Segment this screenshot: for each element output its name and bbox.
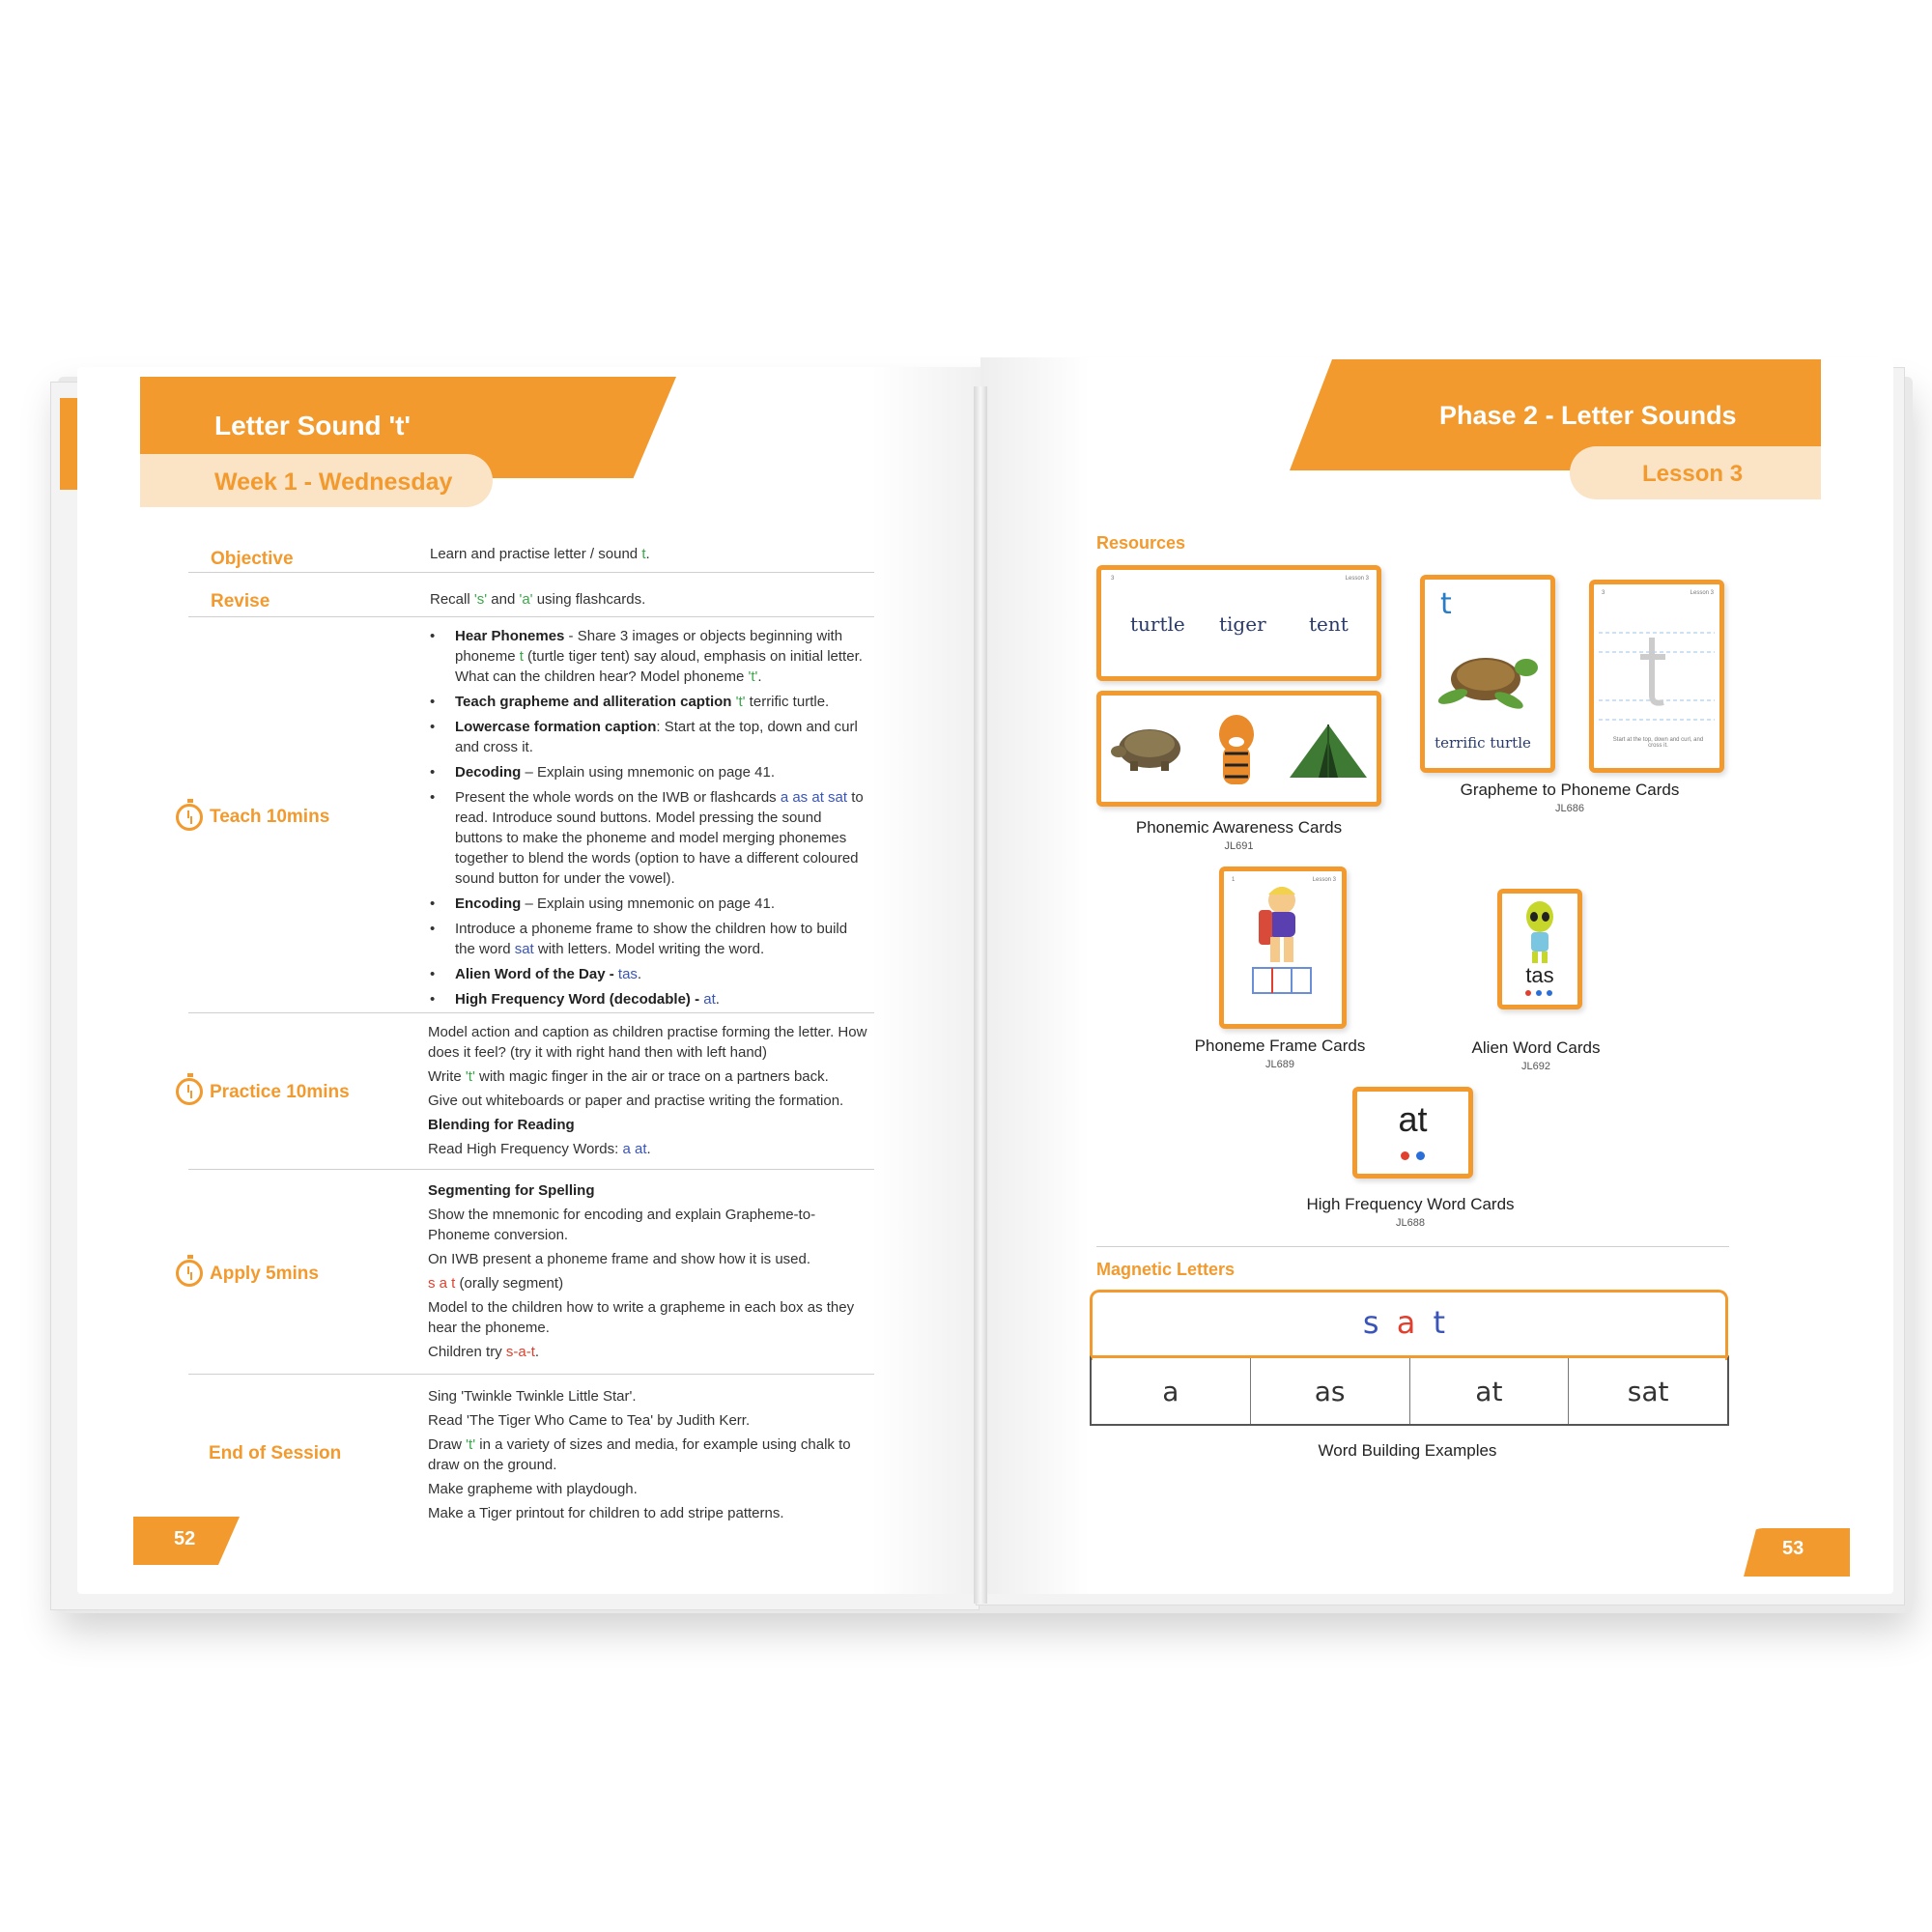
- timer-icon: [176, 1078, 203, 1105]
- turtle-icon: [1111, 729, 1180, 771]
- teach-label: Teach 10mins: [210, 807, 330, 827]
- revise-text: Recall 's' and 'a' using flashcards.: [430, 591, 646, 608]
- sound-button: [1401, 1151, 1409, 1160]
- end-session-label: End of Session: [209, 1443, 342, 1463]
- grapheme-caption: terrific turtle: [1435, 734, 1531, 752]
- list-item: • High Frequency Word (decodable) - at.: [428, 989, 870, 1009]
- divider: [188, 616, 874, 617]
- teach-list: [428, 626, 870, 1014]
- divider: [188, 1012, 874, 1013]
- divider: [188, 572, 874, 573]
- sound-buttons: [1523, 990, 1562, 998]
- page-title: Letter Sound 't': [214, 411, 412, 440]
- grapheme-letter: t: [1440, 587, 1452, 621]
- word-turtle: turtle: [1130, 612, 1185, 636]
- timer-icon: [176, 1260, 203, 1287]
- card-code: JL691: [1224, 840, 1254, 852]
- list-item: • Teach grapheme and alliteration caption 't' terrific turtle.: [428, 692, 870, 712]
- word-cell: sat: [1627, 1375, 1669, 1407]
- list-item: • Lowercase formation caption: Start at the top, down and curl and cross it.: [428, 717, 870, 757]
- word-tiger: tiger: [1219, 612, 1266, 636]
- hf-word-card: [1352, 1087, 1473, 1179]
- page-title: Phase 2 - Letter Sounds: [1439, 401, 1737, 430]
- book-spine: [974, 386, 987, 1604]
- list-item: • Decoding – Explain using mnemonic on page 41.: [428, 762, 870, 782]
- card-caption: Phonemic Awareness Cards: [1135, 818, 1343, 837]
- end-session-text: Sing 'Twinkle Twinkle Little Star'. Read 'The Tiger Who Came to Tea' by Judith Kerr. Draw 't' in a variety of sizes and media, for example using chalk to draw on the ground. Make grapheme with playdough. Make a Tiger printout for children to add stripe patterns.: [428, 1388, 851, 1521]
- child-on-chair-icon: [1224, 871, 1342, 1016]
- list-item: • Present the whole words on the IWB or flashcards a as at sat to read. Introduce sound buttons. Model pressing the sound buttons to make the phoneme and model merging phonemes together to blend the words (option to have a different coloured sound button for under the vowel).: [428, 787, 870, 889]
- phonemic-pictures-card: [1096, 691, 1381, 807]
- practice-label: Practice 10mins: [210, 1082, 350, 1102]
- word-tent: tent: [1309, 612, 1349, 636]
- word-cell: at: [1410, 1358, 1570, 1424]
- timer-icon: [176, 804, 203, 831]
- alien-icon: [1502, 897, 1577, 965]
- picture-strip: [1101, 696, 1377, 802]
- page-subtitle: Lesson 3: [1642, 461, 1744, 487]
- sea-turtle-icon: [1430, 633, 1546, 729]
- alien-word: tas: [1525, 963, 1554, 987]
- apply-text: Segmenting for Spelling Show the mnemonic for encoding and explain Grapheme-to-Phoneme conversion. On IWB present a phoneme frame and show how it is used. s a t (orally segment) Model to the children how to write a grapheme in each box as they hear the phoneme. Children try s-a-t.: [428, 1182, 855, 1360]
- magnetic-word: s a t: [1362, 1304, 1450, 1341]
- divider: [1096, 1246, 1729, 1247]
- list-item: • Encoding – Explain using mnemonic on page 41.: [428, 894, 870, 914]
- card-code: JL692: [1521, 1061, 1550, 1072]
- practice-text: Model action and caption as children practise forming the letter. How does it feel? (try it with right hand then with left hand) Write 't' with magic finger in the air or trace on a partners back. Give out whiteboards or paper and practise writing the formation. Blending for Reading Read High Frequency Words: a at.: [428, 1024, 867, 1157]
- phonemic-words-card: 3 Lesson 3: [1096, 565, 1381, 681]
- sound-button: [1416, 1151, 1425, 1160]
- hf-word: at: [1398, 1099, 1428, 1139]
- list-item: • Alien Word of the Day - tas.: [428, 964, 870, 984]
- card-code: JL688: [1396, 1217, 1425, 1229]
- list-item: • Hear Phonemes - Share 3 images or objects beginning with phoneme t (turtle tiger tent) say aloud, emphasis on initial letter. What can the children hear? Model phoneme 't'.: [428, 626, 870, 687]
- word-building-caption: Word Building Examples: [1318, 1441, 1497, 1460]
- card-code: JL689: [1265, 1059, 1294, 1070]
- resources-label: Resources: [1096, 533, 1186, 553]
- magnetic-letters-label: Magnetic Letters: [1096, 1260, 1236, 1279]
- formation-card: 3 Lesson 3 Start at the top, down and curl, and cross it.: [1589, 580, 1724, 773]
- tent-icon: [1290, 724, 1367, 778]
- alien-word-card: [1497, 889, 1582, 1009]
- card-code: JL686: [1555, 803, 1584, 814]
- letter-trace-icon: [1594, 613, 1719, 729]
- objective-text: Learn and practise letter / sound t.: [430, 546, 650, 562]
- objective-label: Objective: [211, 549, 294, 569]
- word-cell: a: [1092, 1358, 1251, 1424]
- word-building-table: [1090, 1355, 1729, 1426]
- page-subtitle: Week 1 - Wednesday: [214, 469, 453, 496]
- list-item: • Introduce a phoneme frame to show the children how to build the word sat with letters. Model writing the word.: [428, 919, 870, 959]
- card-caption: Phoneme Frame Cards: [1194, 1037, 1366, 1055]
- page-number: 53: [1782, 1538, 1804, 1559]
- divider: [188, 1374, 874, 1375]
- card-caption: Grapheme to Phoneme Cards: [1460, 781, 1680, 799]
- page-edge-tab: [60, 398, 79, 490]
- apply-label: Apply 5mins: [210, 1264, 319, 1284]
- phoneme-frame-card: 1 Lesson 3: [1219, 867, 1347, 1029]
- card-caption: High Frequency Word Cards: [1306, 1195, 1515, 1213]
- grapheme-card: [1420, 575, 1555, 773]
- page-number: 52: [174, 1528, 196, 1549]
- card-caption: Alien Word Cards: [1471, 1038, 1601, 1057]
- tiger-icon: [1219, 715, 1254, 784]
- revise-label: Revise: [211, 591, 270, 611]
- word-cell: as: [1251, 1358, 1410, 1424]
- divider: [188, 1169, 874, 1170]
